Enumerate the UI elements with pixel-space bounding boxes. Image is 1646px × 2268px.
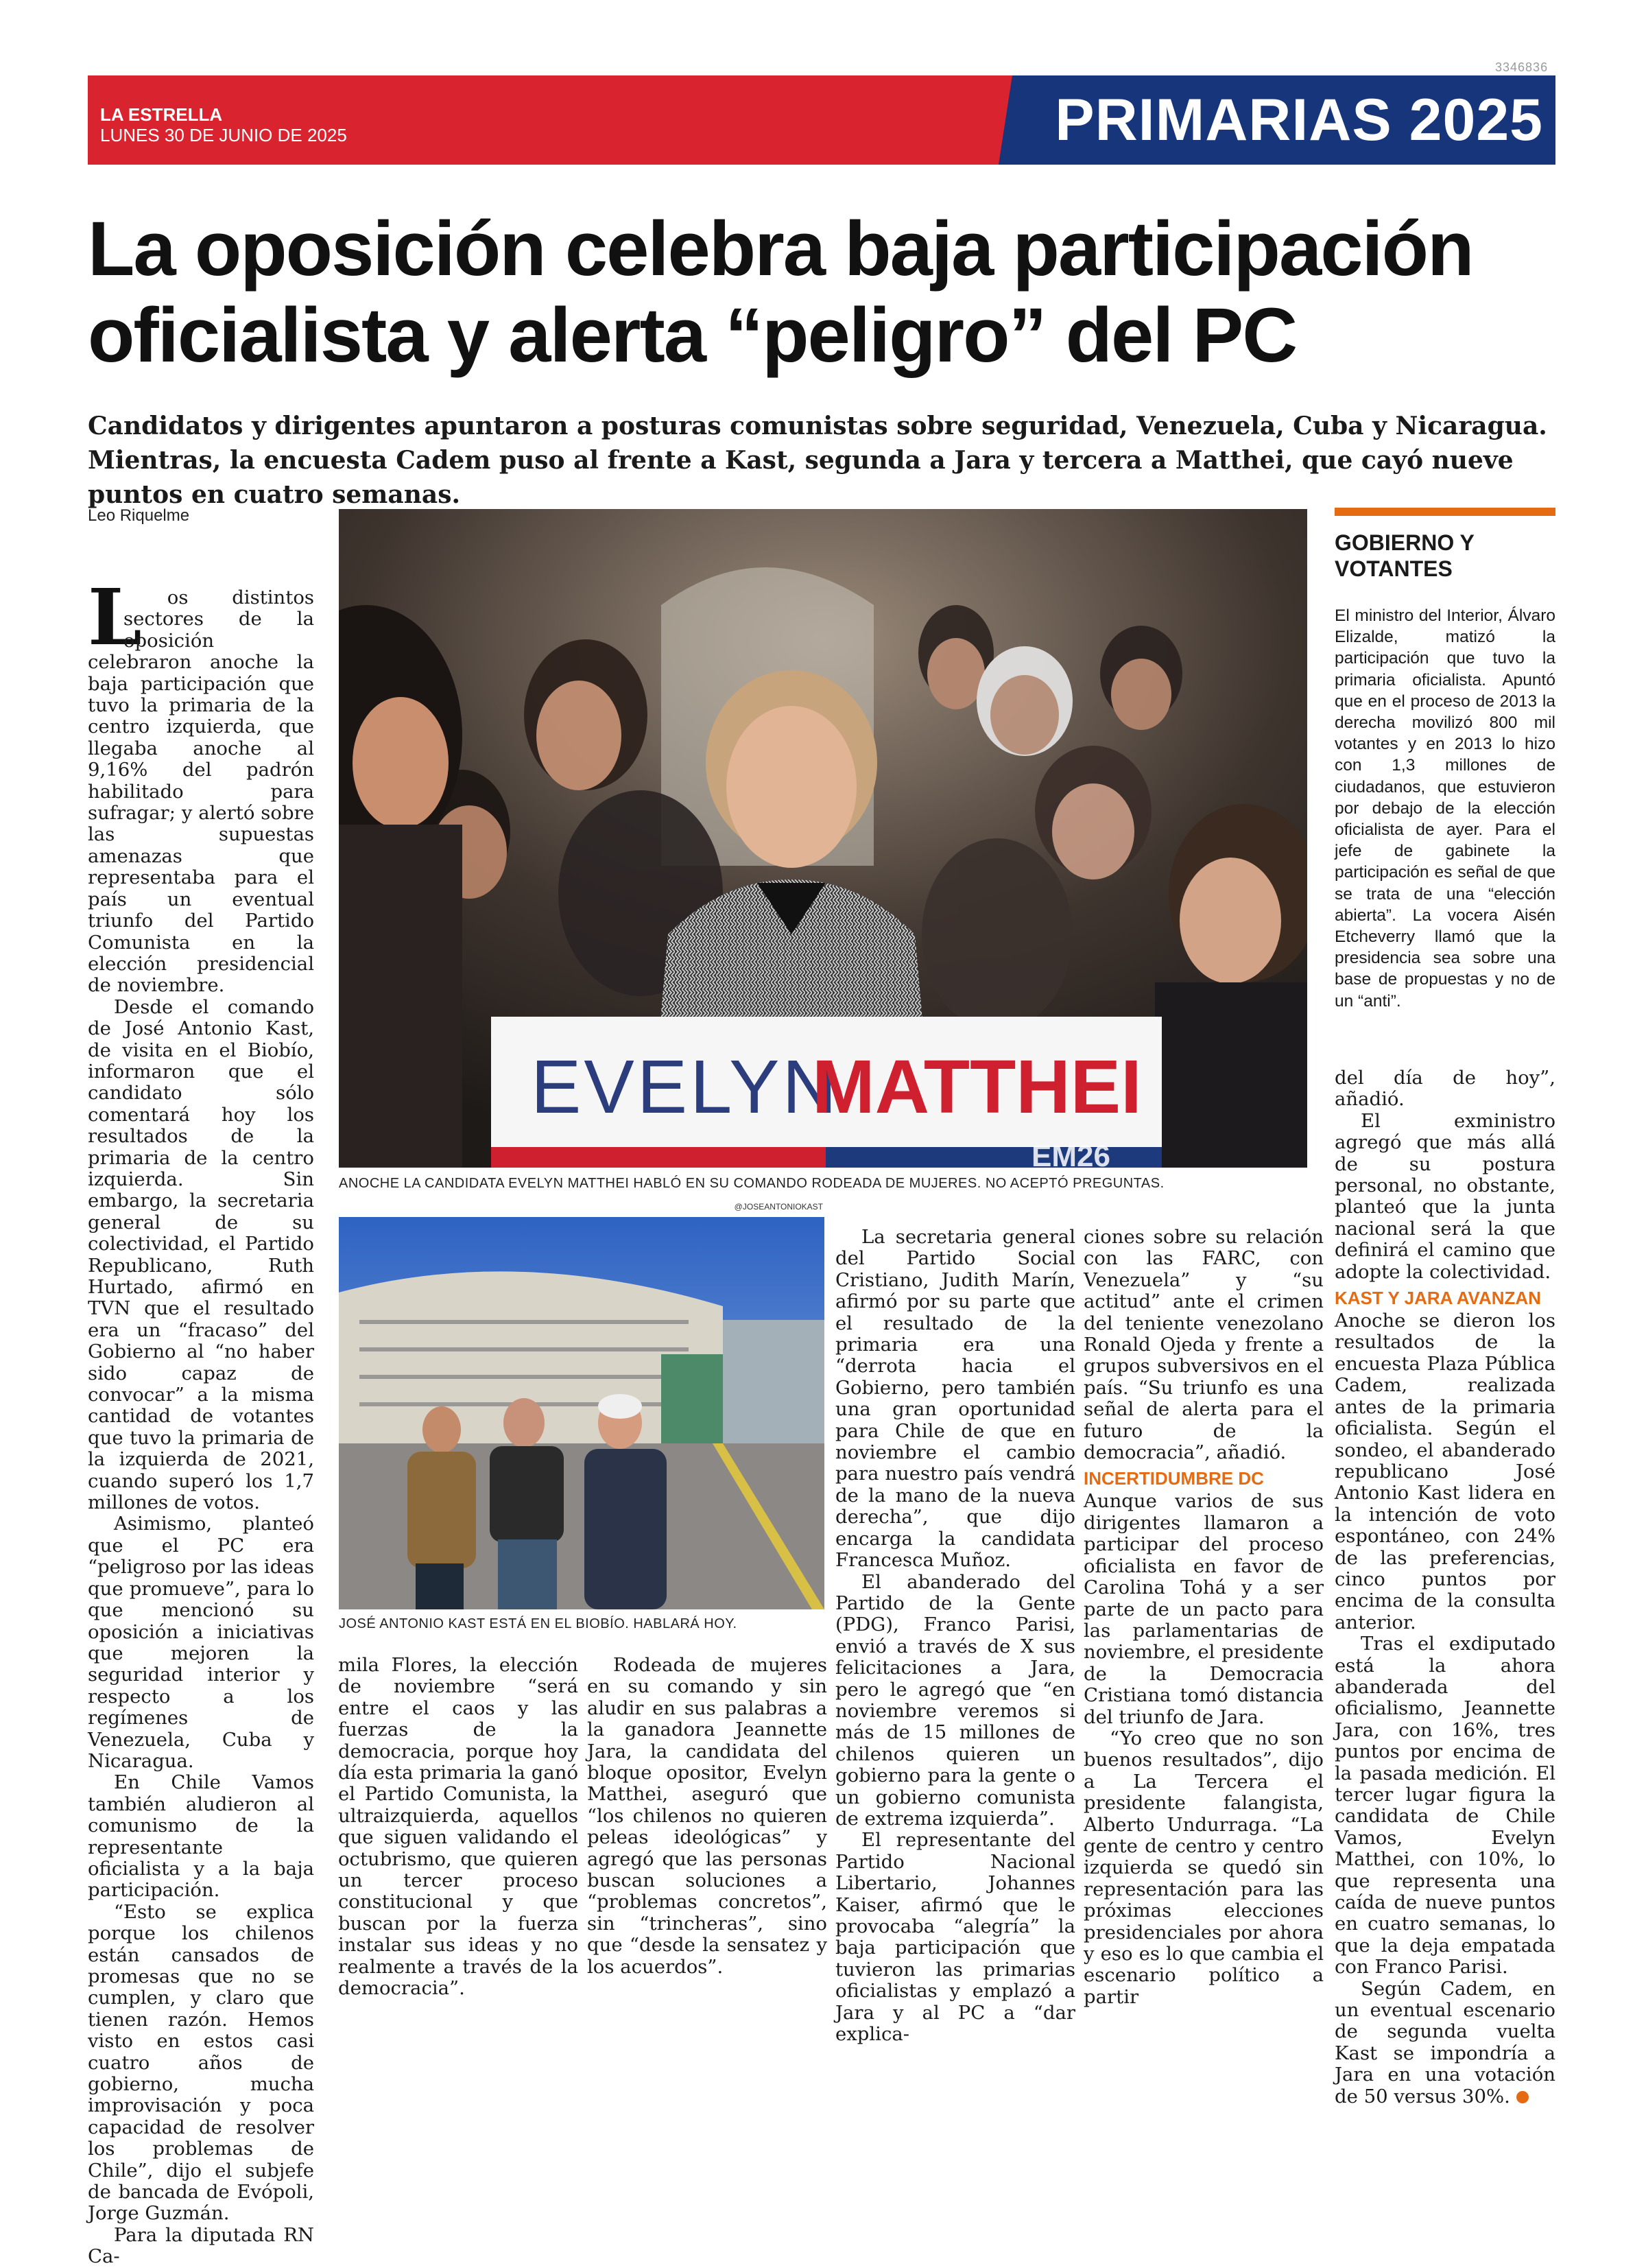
subhead-incertidumbre-dc: INCERTIDUMBRE DC xyxy=(1084,1468,1264,1489)
body-paragraph xyxy=(88,573,314,997)
second-photo-illustration xyxy=(339,1217,824,1609)
body-column-6 xyxy=(1335,1067,1555,2107)
headline: La oposición celebra baja participación oficialista y alerta “peligro” del PC xyxy=(88,206,1473,378)
end-of-article-icon: ✪ xyxy=(1516,2091,1529,2103)
paragraph-text: Según Cadem, en un eventual escenario de segunda vuelta Kast se impondría a Jara en una votación de 50 versus 30%. xyxy=(1335,1977,1555,2107)
second-photo xyxy=(339,1217,824,1609)
podium-tag: EM26 xyxy=(1031,1139,1110,1168)
body-paragraph: La secretaria general del Partido Social Cristiano, Judith Marín, afirmó por su parte que el resultado de la primaria era una “derrota hacia el Gobierno, pero también una gran oportunidad para Chile de que en noviembre el cambio para nuestro país vendrá de la mano de la nueva derecha”, que dijo encarga la candidata Francesca Muñoz. xyxy=(835,1226,1075,1572)
clip-id: 3346836 xyxy=(1495,60,1549,74)
body-column-5 xyxy=(1084,1227,1324,2008)
body-paragraph: Aunque varios de sus dirigentes llamaron a participar del proceso oficialista en favor de Carolina Tohá y a ser parte de un pacto para las parlamentarias de noviembre, el presidente de la Democracia Cristiana tomó distancia del triunfo de Jara. xyxy=(1084,1490,1324,1728)
body-paragraph: ciones sobre su relación con las FARC, con Venezuela” y “su actitud” ante el crimen del teniente venezolano Ronald Ojeda y frente a grupos subversivos en el país. “Su triunfo es una señal de alerta para el futuro de la democracia”, añadió. xyxy=(1084,1226,1324,1464)
body-paragraph: “Esto se explica porque los chilenos están cansados de promesas que no se cumplen, y claro que tienen razón. Hemos visto en estos casi cuatro años de gobierno, mucha improvisación y poca capacidad de resolver los problemas de Chile”, dijo el subjefe de bancada de Evópoli, Jorge Guzmán. xyxy=(88,1900,314,2225)
body-paragraph: Asimismo, planteó que el PC era “peligroso por las ideas que promueve”, para lo que mencionó su oposición a iniciativas que mejoren la seguridad interior y respecto a los regímenes de Venezuela, Cuba y Nicaragua. xyxy=(88,1513,314,1772)
main-photo-caption: ANOCHE LA CANDIDATA EVELYN MATTHEI HABLÓ EN SU COMANDO RODEADA DE MUJERES. NO ACEPTÓ PREGUNTAS. xyxy=(339,1176,1165,1191)
main-photo xyxy=(339,509,1307,1168)
body-paragraph: El representante del Partido Nacional Libertario, Johannes Kaiser, afirmó que le provocaba “alegría” la baja participación que tuvieron las primarias oficialistas y emplazó a Jara y al PC a “dar explica- xyxy=(835,1829,1075,2046)
body-paragraph: En Chile Vamos también aludieron al comunismo de la representante oficialista y a la baja participación. xyxy=(88,1771,314,1902)
second-photo-caption: JOSÉ ANTONIO KAST ESTÁ EN EL BIOBÍO. HABLARÁ HOY. xyxy=(339,1616,737,1631)
sidebar-title: GOBIERNO Y VOTANTES xyxy=(1335,530,1475,581)
drop-cap: L xyxy=(88,573,142,663)
section-title: PRIMARIAS 2025 xyxy=(1055,87,1543,153)
body-paragraph: Para la diputada RN Ca- xyxy=(88,2223,314,2268)
deck: Candidatos y dirigentes apuntaron a posturas comunistas sobre seguridad, Venezuela, Cuba y Nicaragua. Mientras, la encuesta Cadem puso al frente a Kast, segunda a Jara y tercera a Matthei, que cayó nueve puntos en cuatro semanas. xyxy=(88,412,1547,509)
paper-date: LUNES 30 DE JUNIO DE 2025 xyxy=(100,125,347,145)
subhead-kast-y-jara-avanzan: KAST Y JARA AVANZAN xyxy=(1335,1288,1541,1309)
podium-last-name: MATTHEI xyxy=(812,1045,1142,1129)
body-paragraph: mila Flores, la elección de noviembre “será entre el caos y las fuerzas de la democracia, porque hoy día esta primaria la ganó el Partido Comunista, la ultraizquierda, aquellos que siguen validando el octubrismo, que quieren un tercer proceso constitucional y que buscan por la fuerza instalar sus ideas y no realmente a través de la democracia”. xyxy=(338,1654,578,2000)
body-column-4 xyxy=(835,1227,1075,2045)
sidebar-text: El ministro del Interior, Álvaro Elizalde, matizó la participación que tuvo la primaria oficialista. Apuntó que en el proceso de 2013 la derecha movilizó 800 mil votantes y en 2013 lo hizo con 1,3 millones de ciudadanos, que estuvieron por debajo de la elección oficialista de ayer. Para el jefe de gabinete la participación es señal de que se trata de una “elección abierta”. La vocera Aisén Etcheverry llamó que la presidencia sea sobre una base de propuestas y no de un “anti”. xyxy=(1335,606,1555,1011)
author-byline: Leo Riquelme xyxy=(88,506,190,525)
second-photo-credit: @JOSEANTONIOKAST xyxy=(734,1202,823,1212)
body-paragraph: Desde el comando de José Antonio Kast, de visita en el Biobío, informaron que el candidato sólo comentará hoy los resultados de la primaria de la centro izquierda. Sin embargo, la secretaria general de su colectividad, el Partido Republicano, Ruth Hurtado, afirmó en TVN que el resultado era un “fracaso” del Gobierno al “no haber sido capaz de convocar” a la misma cantidad de votantes que tuvo la primaria de la izquierda de 2021, cuando superó los 1,7 millones de votos. xyxy=(88,995,314,1514)
body-column-3 xyxy=(587,1655,827,1978)
paper-name: LA ESTRELLA xyxy=(100,104,223,125)
body-column-2 xyxy=(338,1655,578,2000)
body-paragraph: El exministro agregó que más allá de su postura personal, no obstante, planteó que la junta nacional será la que definirá el camino que adopte la colectividad. xyxy=(1335,1109,1555,1283)
podium-first-name: EVELYN xyxy=(531,1045,839,1129)
body-paragraph: del día de hoy”, añadió. xyxy=(1335,1067,1555,1111)
body-paragraph: Rodeada de mujeres en su comando y sin aludir en sus palabras a la ganadora Jeannette Jara, la candidata del bloque opositor, Evelyn Matthei, aseguró que “los chilenos no quieren peleas ideológicas” y agregó que las personas buscan soluciones a “problemas concretos”, sin “trincheras”, sino que “desde la sensatez y los acuerdos”. xyxy=(587,1654,827,1978)
body-paragraph: El abanderado del Partido de la Gente (PDG), Franco Parisi, envió a través de X sus felicitaciones a Jara, pero le agregó que “en noviembre veremos si más de 15 millones de chilenos quieren un gobierno para la gente o un gobierno comunista de extrema izquierda”. xyxy=(835,1570,1075,1830)
body-paragraph: Anoche se dieron los resultados de la encuesta Plaza Pública Cadem, realizada antes de la primaria oficialista. Según el sondeo, el abanderado republicano José Antonio Kast lidera en la intención de voto espontáneo, con 24% de las preferencias, cinco puntos por encima de la consulta anterior. xyxy=(1335,1310,1555,1633)
body-paragraph xyxy=(1335,1978,1555,2107)
body-paragraph: “Yo creo que no son buenos resultados”, dijo a La Tercera el presidente falangista, Alberto Undurraga. “La gente de centro y centro izquierda se quedó sin representación para las próximas elecciones presidenciales por ahora y eso es lo que cambia el escenario político a partir xyxy=(1084,1727,1324,2008)
body-column-1 xyxy=(88,573,314,2268)
body-paragraph: Tras el exdiputado está la ahora abanderada del oficialismo, Jeannette Jara, con 16%, tres puntos por encima de la pasada medición. El tercer lugar figura la candidata de Chile Vamos, Evelyn Matthei, con 10%, lo que representa una caída de nueve puntos en cuatro semanas, lo que la deja empatada con Franco Parisi. xyxy=(1335,1633,1555,1978)
paragraph-text: os distintos sectores de la oposición celebraron anoche la baja participación que tuvo la primaria de la centro izquierda, que llegaba anoche al 9,16% del padrón habilitado para sufragar; y alertó sobre las supuestas amenazas que representaba para el país un eventual triunfo del Partido Comunista en la elección presidencial de noviembre. xyxy=(88,587,314,997)
main-photo-illustration xyxy=(339,509,1307,1168)
sidebar-rule xyxy=(1335,508,1555,516)
